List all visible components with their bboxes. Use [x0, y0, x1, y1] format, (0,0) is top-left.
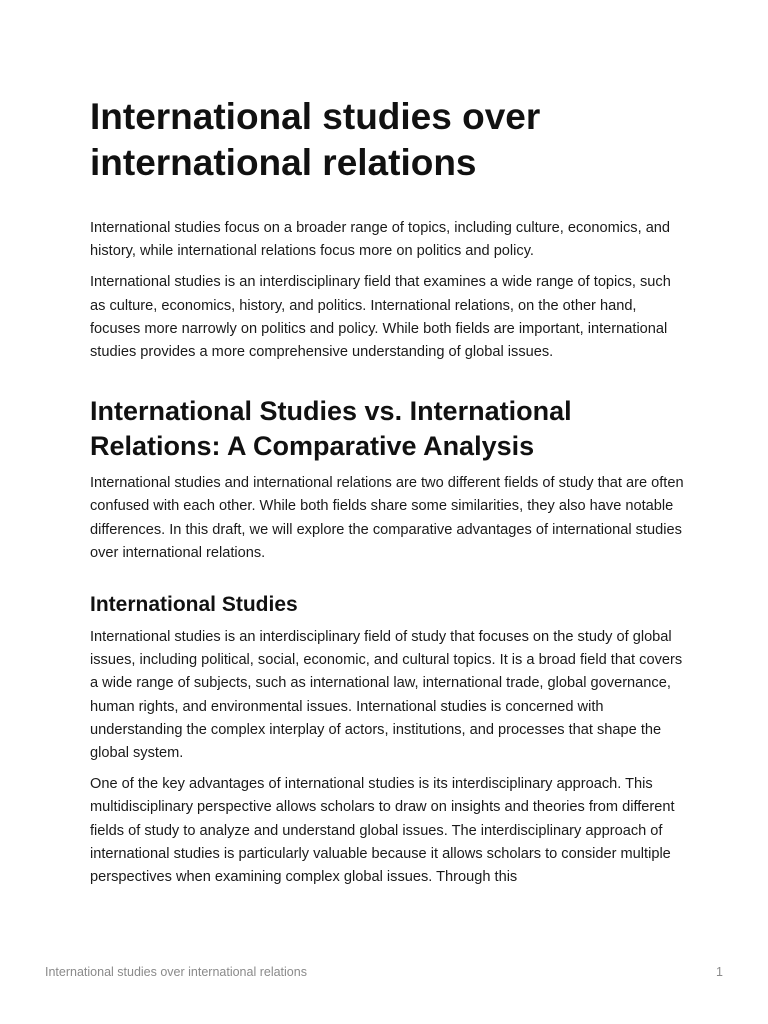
international-studies-paragraph-2: One of the key advantages of international studies is its interdisciplinary approach. This multidisciplinary perspective allows scholars to draw on insights and theories from different fields of study to analyze and understand global issues. The interdisciplinary approach of international studies is particularly valuable because it allows scholars to consider multiple perspectives when examining complex global issues. Through this	[90, 776, 675, 886]
footer-page-number: 1	[716, 965, 723, 979]
intro-paragraph-2: International studies is an interdisciplinary field that examines a wide range of topics, such as culture, economics, history, and politics. International relations, on the other hand, focuses more narrowly on politics and policy. While both fields are important, international studies provides a more comprehensive understanding of global issues.	[90, 274, 671, 361]
international-studies-paragraph-1: International studies is an interdisciplinary field of study that focuses on the study of global issues, including political, social, economic, and cultural topics. It is a broad field that covers a wide range of subjects, such as international law, international trade, global governance, human rights, and environmental issues. International studies is concerned with understanding the complex interplay of actors, institutions, and processes that shape the global system.	[90, 629, 683, 762]
footer-running-title: International studies over international relations	[45, 965, 307, 979]
document-title: International studies over international relations	[90, 96, 541, 183]
section-heading-comparative-analysis: International Studies vs. International Relations: A Comparative Analysis	[90, 396, 572, 462]
intro-paragraph-1: International studies focus on a broader range of topics, including culture, economics, and history, while international relations focus more on politics and policy.	[90, 220, 671, 260]
page-footer	[45, 965, 723, 979]
comparative-analysis-paragraph-1: International studies and international relations are two different fields of study that are often confused with each other. While both fields share some similarities, they also have notable differences. In this draft, we will explore the comparative advantages of international studies over international relations.	[90, 475, 684, 561]
document-body	[90, 94, 686, 897]
section-heading-international-studies: International Studies	[90, 593, 298, 617]
